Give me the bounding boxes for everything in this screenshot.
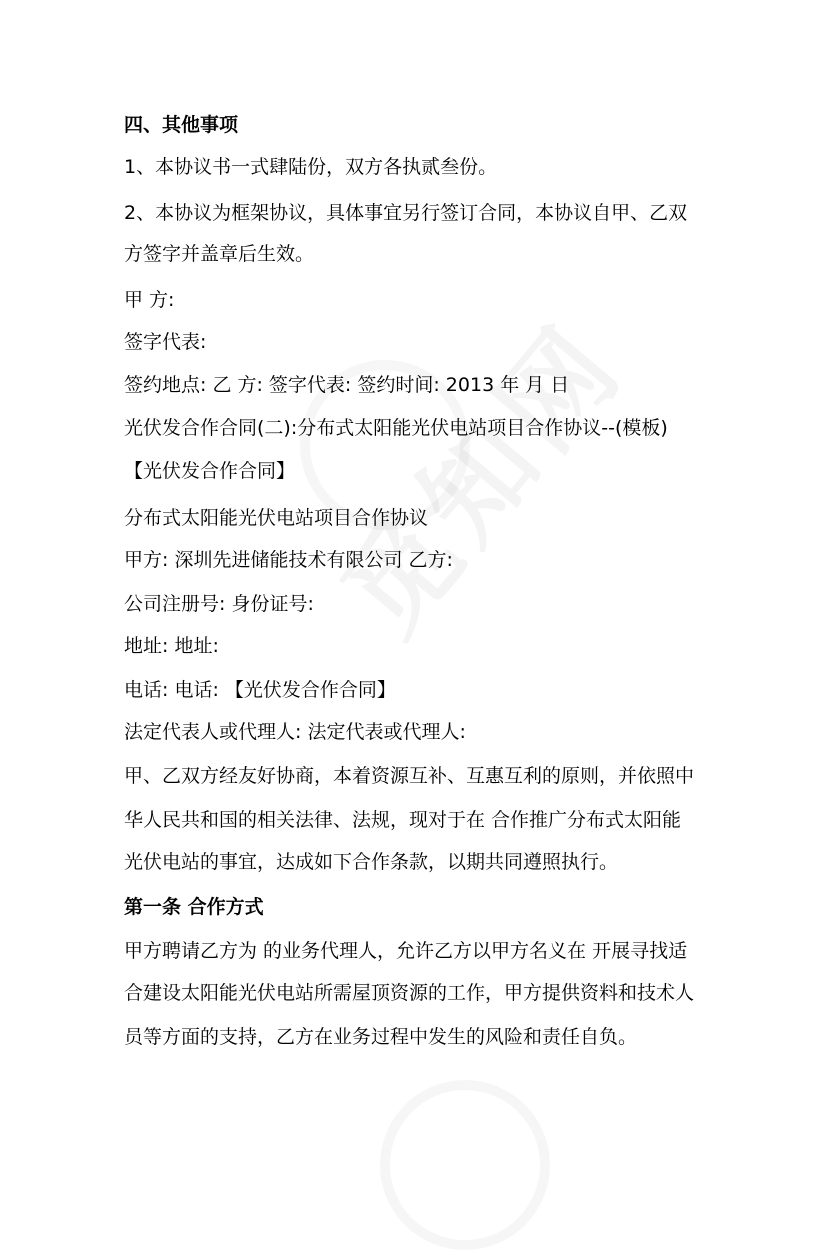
paragraph-line: 华人民共和国的相关法律、法规，现对于在 合作推广分布式太阳能: [124, 809, 682, 831]
paragraph-line: 甲方聘请乙方为 的业务代理人，允许乙方以甲方名义在 开展寻找适: [124, 940, 688, 962]
paragraph-line: 光伏电站的事宜，达成如下合作条款，以期共同遵照执行。: [124, 851, 619, 873]
party-field: 法定代表人或代理人: 法定代表或代理人:: [124, 721, 466, 743]
paragraph-line: 甲、乙双方经友好协商，本着资源互补、互惠互利的原则，并依照中: [124, 765, 695, 787]
party-field: 电话: 电话: 【光伏发合作合同】: [124, 679, 396, 701]
document-subtitle: 【光伏发合作合同】: [124, 460, 296, 482]
agreement-title: 分布式太阳能光伏电站项目合作协议: [124, 507, 429, 529]
section-heading: 四、其他事项: [124, 114, 239, 136]
signature-field: 甲 方:: [124, 289, 175, 311]
paragraph-line: 员等方面的支持，乙方在业务过程中发生的风险和责任自负。: [124, 1026, 638, 1048]
article-heading: 第一条 合作方式: [124, 896, 264, 918]
paragraph-line: 合建设太阳能光伏电站所需屋顶资源的工作，甲方提供资料和技术人: [124, 982, 695, 1004]
watermark-seal: [380, 1080, 550, 1250]
paragraph-line: 1、本协议书一式肆陆份，双方各执贰叁份。: [124, 156, 498, 178]
signature-field: 签字代表:: [124, 331, 207, 353]
party-field: 公司注册号: 身份证号:: [124, 593, 314, 615]
watermark-logo: [300, 284, 652, 661]
paragraph-line: 2、本协议为框架协议，具体事宜另行签订合同，本协议自甲、乙双: [124, 202, 688, 224]
party-field: 甲方: 深圳先进储能技术有限公司 乙方:: [124, 549, 453, 571]
paragraph-line: 方签字并盖章后生效。: [124, 243, 315, 265]
signature-field: 签约地点: 乙 方: 签字代表: 签约时间: 2013 年 月 日: [124, 374, 570, 396]
document-title: 光伏发合作合同(二):分布式太阳能光伏电站项目合作协议--(模板): [124, 417, 668, 439]
party-field: 地址: 地址:: [124, 635, 219, 657]
